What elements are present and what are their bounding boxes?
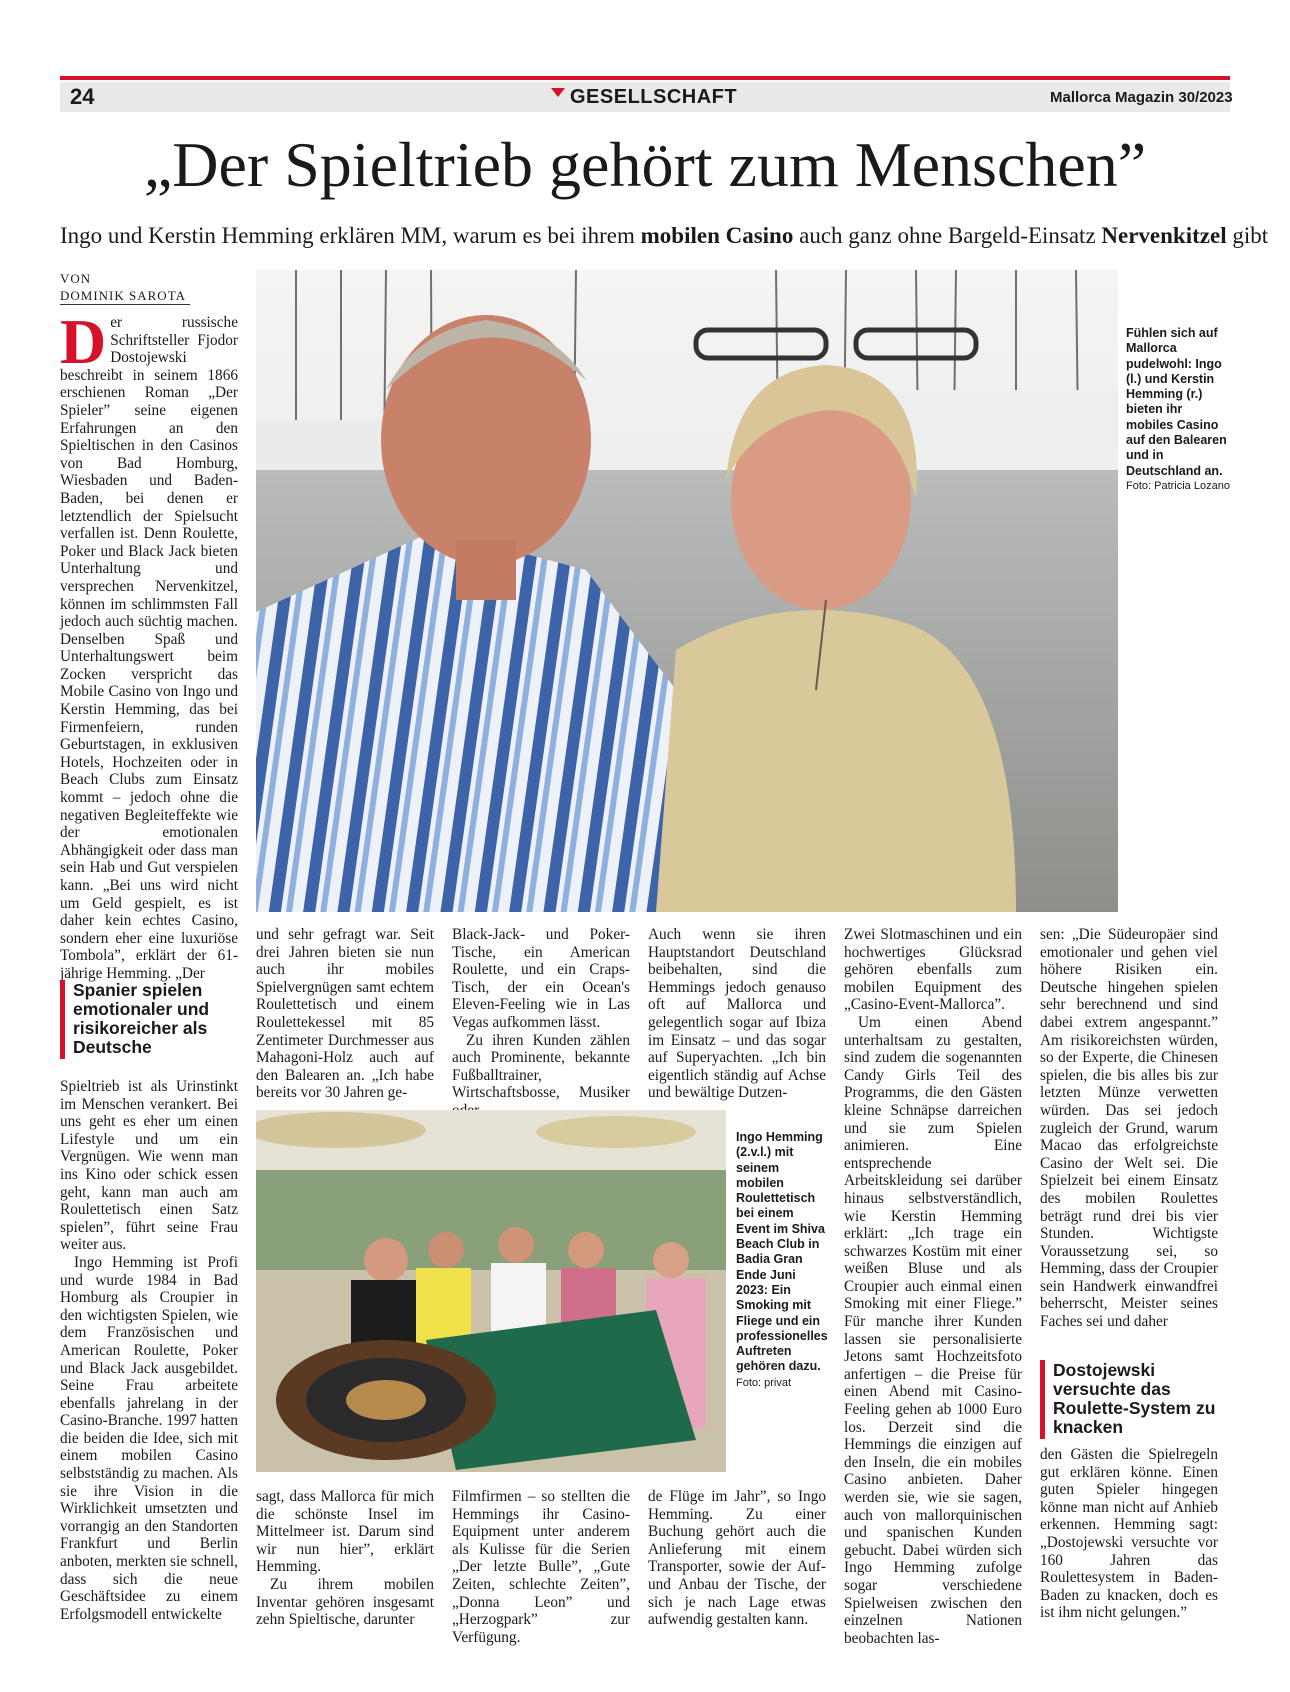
page-number: 24 bbox=[70, 84, 95, 109]
header-rule bbox=[60, 76, 1230, 80]
interstitial-box-1: Spanier spielen emotionaler und risikoreicher als Deutsche bbox=[60, 980, 243, 1059]
column-1-bottom bbox=[60, 1078, 238, 1623]
paragraph: Zu ihren Kunden zählen auch Prominente, bekannte Fußballtrainer, Wirtschaftsbosse, Musiker bbox=[452, 1031, 630, 1102]
subhead-text: auch ganz ohne Bargeld-Einsatz bbox=[793, 223, 1102, 248]
caption-text: Fühlen sich auf Mallorca pudelwohl: Ingo (l.) und Kerstin Hemming (r.) bieten ihr mobiles Casino auf den Balearen und in Deutschland an. bbox=[1126, 326, 1227, 478]
column-4-top bbox=[648, 926, 826, 1102]
column-6-bottom bbox=[1040, 1446, 1218, 1622]
column-1-top bbox=[60, 306, 238, 983]
column-5 bbox=[844, 926, 1022, 1647]
column-2-top bbox=[256, 926, 434, 1102]
paragraph: den Gästen die Spielregeln gut erklären könne. Einen guten Spieler hingegen könne man nicht auf Anhieb erkennen. Hemming sagt: „Dostojewski versuchte vor 160 Jahren das Roulettesystem in Baden-Baden zu knacken, doch es ist ihm nicht gelungen.” bbox=[1040, 1446, 1218, 1622]
photo-credit: Foto: privat bbox=[736, 1376, 792, 1389]
section-marker-icon bbox=[551, 88, 565, 97]
roulette-event-image bbox=[256, 1110, 726, 1472]
column-3-top bbox=[452, 926, 630, 1120]
paragraph: Auch wenn sie ihren Hauptstandort Deutschland beibehalten, sind die Hemmings jedoch genauso oft auf Mallorca und gelegentlich sogar auf Ibiza im Einsatz – und das sogar auf Superyachten. „Ich bin eigentlich ständig auf Achse und bewältige Dutzen- bbox=[648, 926, 826, 1102]
roulette-event-photo bbox=[256, 1110, 726, 1472]
paragraph: Filmfirmen – so stellten die Hemmings ihr Casino-Equipment unter anderem als Kulisse für die Serien „Der letzte Bulle”, „Gute Zeiten, schlechte Zeiten”, „Donna Leon” und „Herzogpark” zur Verfügung. bbox=[452, 1488, 630, 1646]
photo2-caption bbox=[736, 1130, 826, 1391]
subhead-bold: mobilen Casino bbox=[640, 223, 794, 248]
subhead-text: gibt bbox=[1226, 223, 1269, 248]
paragraph: Zwei Slotmaschinen und ein hochwertiges Glücksrad gehören ebenfalls zum mobilen Equipment des „Casino-Event-Mallorca”. bbox=[844, 926, 1022, 1014]
section-title: GESELLSCHAFT bbox=[570, 86, 738, 108]
page-title: „Der Spieltrieb gehört zum Menschen” bbox=[143, 129, 1147, 200]
paragraph: sen: „Die Südeuropäer sind emotionaler und gehen viel höhere Risiken ein. Deutsche hingehen spielen sehr berechnend und sind dabei extrem angespannt.” Am risikoreichsten würden, so der Experte, die Chinesen spielen, die bis alles bis zur letzten Münze verwetten würden. Das sei jedoch zugleich der Grund, warum Macao das erfolgreichste Casino der Welt sei. Die Spielzeit bei einem Einsatz des mobilen Roulettes beträgt rund drei bis vier Stunden. Wichtigste Voraussetzung sei, so Hemming, dass der Croupier sein Handwerk einwandfrei beherrscht, Meister seines Faches sei und daher bbox=[1040, 926, 1218, 1331]
couple-photo-image bbox=[256, 270, 1118, 912]
paragraph: Black-Jack- und Poker-Tische, ein American Roulette, und ein Craps-Tisch, der ein Ocean's Eleven-Feeling wie in Las Vegas aufkommen lässt. bbox=[452, 926, 630, 1031]
caption-text: Ingo Hemming (2.v.l.) mit seinem mobilen Roulettetisch bei einem Event im Shiva Beach Club in Badia Gran Ende Juni 2023: Ein Smoking mit Fliege und ein professionelles Auftreten gehören dazu. bbox=[736, 1130, 828, 1374]
issue-label: Mallorca Magazin 30/2023 bbox=[1050, 89, 1233, 106]
subhead-text: Ingo und Kerstin Hemming erklären MM, warum es bei ihrem bbox=[60, 223, 641, 248]
photo-credit: Foto: Patricia Lozano bbox=[1126, 479, 1230, 492]
interstitial-box-2: Dostojewski versuchte das Roulette-System zu knacken bbox=[1040, 1360, 1225, 1439]
column-2-bottom bbox=[256, 1488, 434, 1629]
paragraph: Ingo Hemming ist Profi und wurde 1984 in Bad Homburg als Croupier in den wichtigsten Spielen, wie dem Französischen und American Roulette, Poker und Black Jack ausgebildet. Seine Frau arbeitete ebenfalls jahrelang in der Casino-Branche. 1997 hatten die beiden die Idee, sich mit einem mobilen Casino selbstständig zu machen. Als sie ihre Vision in die Wirklichkeit umsetzten und vorrangig an den Standorten Frankfurt und Berlin anboten, merkten sie schnell, dass sich die neue Geschäftsidee zu einem Erfolgsmodell entwickelte bbox=[60, 1253, 238, 1623]
byline bbox=[60, 270, 190, 305]
paragraph: Zu ihrem mobilen Inventar gehören insgesamt zehn Spieltische, darunter bbox=[256, 1575, 434, 1629]
photo1-caption bbox=[1126, 326, 1230, 494]
paragraph: Spieltrieb ist als Urinstinkt im Menschen verankert. Bei uns geht es eher um einen Lifestyle und um ein Vergnügen. Wie wenn man ins Kino oder schick essen geht, kann man auch am Roulettetisch einen Satz spielen”, führt seine Frau weiter aus. bbox=[60, 1078, 238, 1254]
paragraph: Um einen Abend unterhaltsam zu gestalten, sind zudem die sogenannten Candy Girls Teil des Programms, die den Gästen kleine Schnäpse darreichen und sie zum Spielen animieren. Eine entsprechende Arbeitskleidung sei darüber hinaus selbstverständlich, wie Kerstin Hemming erklärt: „Ich trage ein schwarzes Kostüm mit einer weißen Bluse und als Croupier auch einmal einen Smoking mit einer Fliege.” Für manche ihrer Kunden lassen sie personalisierte Jetons samt Hochzeitsfoto anfertigen – die Preise für einen Abend mit Casino-Feeling gehen ab 1000 Euro los. Derzeit sind die Hemmings die einzigen auf den Inseln, die ein mobiles Casino anbieten. Daher werden sie, wie sie sagen, auch von mallorquinischen und spanischen Kunden gebucht. Dabei würden sich Ingo Hemming zufolge sogar verschiedene Spielweisen zwischen den einzelnen Nationen beobachten las- bbox=[844, 1013, 1022, 1647]
column-6-top bbox=[1040, 926, 1218, 1331]
couple-photo bbox=[256, 270, 1118, 912]
column-4-bottom bbox=[648, 1488, 826, 1629]
byline-prefix: VON bbox=[60, 271, 92, 286]
paragraph: sagt, dass Mallorca für mich die schönste Insel im Mittelmeer ist. Darum sind wir nun hier”, erklärt Hemming. bbox=[256, 1488, 434, 1576]
column-3-bottom bbox=[452, 1488, 630, 1646]
drop-cap: D bbox=[60, 306, 107, 377]
intro-paragraph: er russische Schriftsteller Fjodor Dostojewski beschreibt in seinem 1866 erschienen Roman „Der Spieler” seine eigenen Erfahrungen an den Spieltischen in den Casinos von Bad Homburg, Wiesbaden und Baden-Baden, bei denen er letztendlich der Spielsucht verfallen ist. Denn Roulette, Poker und Black Jack bieten Unterhaltung und versprechen Nervenkitzel, können im schlimmsten Fall jedoch auch süchtig machen. Denselben Spaß und Unterhaltungswert beim Zocken verspricht das Mobile Casino von Ingo und Kerstin Hemming, das bei Firmenfeiern, runden Geburtstagen, in exklusiven Hotels, Hochzeiten oder in Beach Clubs zum Einsatz kommt – jedoch ohne die negativen Begleiteffekte wie der emotionalen Abhängigkeit oder dass man sein Hab und Gut verspielen kann. „Bei uns wird nicht um Geld gespielt, es ist daher kein echtes Casino, sondern eher eine luxuriöse Tombola”, erklärt der 61-jährige Hemming. „Der bbox=[60, 314, 238, 982]
paragraph: de Flüge im Jahr”, so Ingo Hemming. Zu einer Buchung gehört auch die Anlieferung mit einem Transporter, sowie der Auf- und Anbau der Tische, der sich je nach Lage etwas aufwendig gestalten kann. bbox=[648, 1488, 826, 1629]
paragraph: und sehr gefragt war. Seit drei Jahren bieten sie nun auch ihr mobiles Spielvergnügen samt echtem Roulettetisch und einem Roulettekessel mit 85 Zentimeter Durchmesser aus Mahagoni-Holz auch auf den Balearen an. „Ich habe bereits vor 30 Jahren ge- bbox=[256, 926, 434, 1102]
subheadline bbox=[60, 223, 1269, 249]
subhead-bold: Nervenkitzel bbox=[1101, 223, 1227, 248]
byline-author: DOMINIK SAROTA bbox=[60, 287, 190, 305]
